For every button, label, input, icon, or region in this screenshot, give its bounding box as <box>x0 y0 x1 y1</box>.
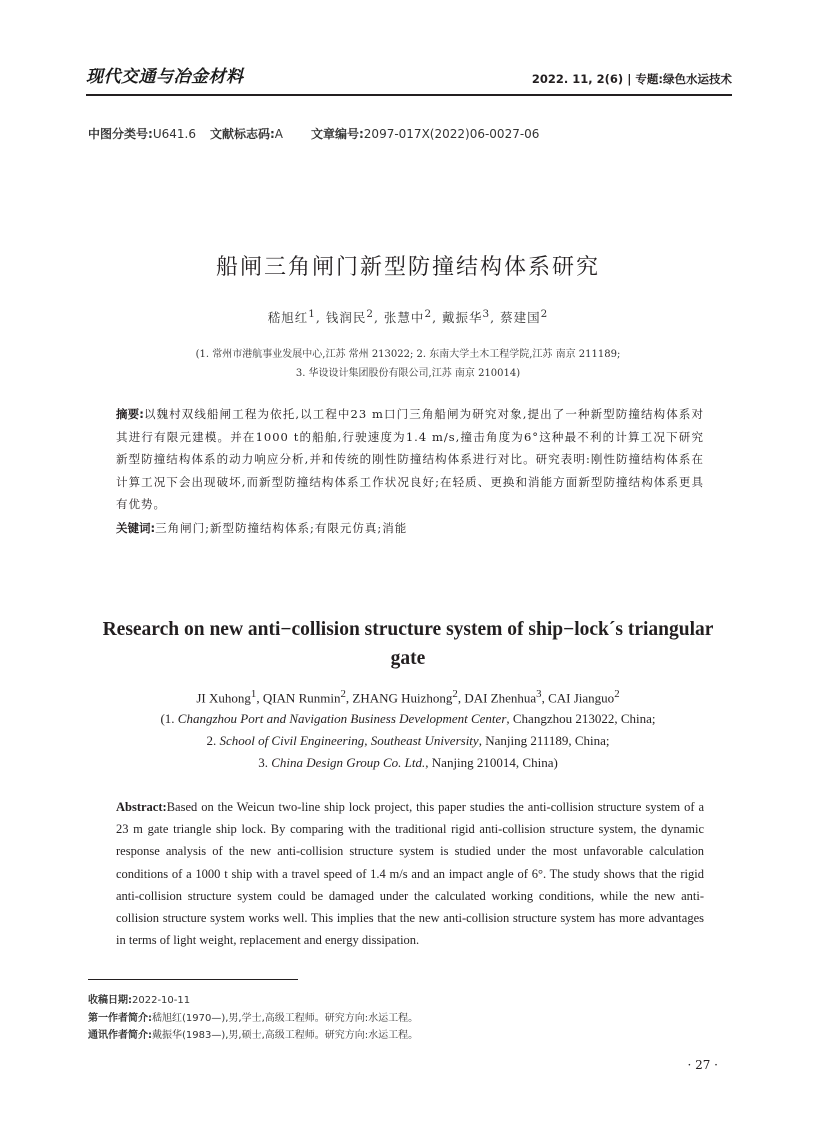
cn-author-2-sup: 2 <box>366 308 374 320</box>
en-author-1-sup: 1 <box>250 688 257 700</box>
cn-author-3-sup: 2 <box>424 308 433 320</box>
en-affiliation-line-3: 3. China Design Group Co. Ltd., Nanjing 210014, China) <box>258 755 558 770</box>
en-aff2-mid: , Southeast University <box>364 733 479 748</box>
en-author-4: DAI Zhenhua <box>464 690 537 706</box>
cn-affiliation-line-2: 3. 华设设计集团股份有限公司,江苏 南京 210014) <box>295 368 521 379</box>
article-no-label: 文章编号: <box>310 127 364 141</box>
clc-value: U641.6 <box>152 127 196 141</box>
doc-code-label: 文献标志码: <box>209 127 275 141</box>
cn-abstract-label: 摘要: <box>116 407 144 421</box>
en-aff2-loc: , Nanjing 211189, China; <box>478 733 610 748</box>
classification-line <box>88 125 539 142</box>
received-label: 收稿日期: <box>88 995 132 1006</box>
first-author-note <box>88 1010 418 1028</box>
cn-author-1: 嵇旭红 <box>267 310 309 326</box>
cn-author-5: 蔡建国 <box>500 310 541 326</box>
en-author-2-sup: 2 <box>340 688 346 700</box>
issue-info: 2022. 11, 2(6) | 专题:绿色水运技术 <box>531 72 732 86</box>
en-author-4-sup: 3 <box>536 688 542 700</box>
footnote-divider <box>88 979 298 980</box>
corr-author-value: 戴振华(1983—),男,硕士,高级工程师。研究方向:水运工程。 <box>152 1030 419 1041</box>
en-aff1-loc: , Changzhou 213022, China; <box>506 711 656 726</box>
cn-affiliation-line-1: (1. 常州市港航事业发展中心,江苏 常州 213022; 2. 东南大学土木工程学院,江苏 南京 211189; <box>195 349 621 360</box>
chinese-abstract <box>116 403 704 516</box>
en-abstract-text: Based on the Weicun two-line ship lock project, this paper studies the anti-collision structure system of a 23 m gate triangle ship lock. By comparing with the traditional rigid anti-collision structure system, the dynamic response analysis of the new anti-collision structure system is studied under the most unfavorable calculation conditions of a 1000 t ship with a travel speed of 1.4 m/s and an impact angle of 6°. The study shows that the rigid anti-collision structure system could be damaged under the calculated working conditions, while the new anti-collision structure system works well. This implies that the new anti-collision structure system has more advantages in terms of light weight, replacement and energy dissipation. <box>116 800 704 948</box>
cn-author-5-sup: 2 <box>540 308 549 320</box>
en-author-2: QIAN Runmin <box>262 690 341 706</box>
corr-author-label: 通讯作者简介: <box>88 1030 152 1041</box>
en-aff1-org: Changzhou Port and Navigation Business Development Center <box>177 711 507 726</box>
english-authors: JI Xuhong$^1$, QIAN Runmin$^2$, ZHANG Huizhong$^2$, DAI Zhenhua$^3$, CAI Jianguo$^2$ <box>196 688 620 706</box>
en-author-3: ZHANG Huizhong <box>352 690 453 706</box>
footnotes <box>88 992 418 1045</box>
en-aff2-org: School of Civil Engineering <box>219 733 365 748</box>
cn-keywords-text: 三角闸门;新型防撞结构体系;有限元仿真;消能 <box>155 521 408 535</box>
en-author-3-sup: 2 <box>452 688 458 700</box>
cn-author-4: 戴振华 <box>442 310 483 326</box>
chinese-authors: 嵇旭红$^1$, 钱润民$^2$, 张慧中$^2$, 戴振华$^3$, 蔡建国$^2$ <box>267 308 549 326</box>
cn-author-1-sup: 1 <box>308 308 316 320</box>
chinese-title: 船闸三角闸门新型防撞结构体系研究 <box>215 255 600 280</box>
en-affiliation-line-1: (1. Changzhou Port and Navigation Business Development Center, Changzhou 213022, China; <box>160 711 656 726</box>
en-author-5: CAI Jianguo <box>548 690 615 706</box>
header-divider <box>86 94 732 96</box>
english-abstract <box>116 796 704 951</box>
chinese-keywords <box>116 520 407 536</box>
cn-author-3: 张慧中 <box>383 310 425 326</box>
en-abstract-label: Abstract: <box>116 800 167 814</box>
corresponding-author-note <box>88 1027 418 1045</box>
doc-code-value: A <box>274 127 283 141</box>
received-date <box>88 992 418 1010</box>
article-no-value: 2097-017X(2022)06-0027-06 <box>363 127 540 141</box>
english-affiliations <box>0 708 816 774</box>
cn-abstract-text: 以魏村双线船闸工程为依托,以工程中23 m口门三角船闸为研究对象,提出了一种新型防撞结构体系对其进行有限元建模。并在1000 t的船舶,行驶速度为1.4 m/s,撞击角度为6°这种最不利的计算工况下研究新型防撞结构体系的动力响应分析,并和传统的刚性防撞结构体系进行对比。研究表明:刚性防撞结构体系在计算工况下会出现破坏,而新型防撞结构体系工作状况良好;在轻质、更换和消能方面新型防撞结构体系更具有优势。 <box>116 407 704 511</box>
cn-author-2: 钱润民 <box>325 310 367 326</box>
first-author-value: 嵇旭红(1970—),男,学士,高级工程师。研究方向:水运工程。 <box>152 1012 419 1024</box>
journal-logo: 现代交通与冶金材料 <box>86 67 244 87</box>
cn-author-4-sup: 3 <box>482 308 491 320</box>
english-title: Research on new anti−collision structure system of ship−lock´s triangular gate <box>102 619 714 669</box>
cn-keywords-label: 关键词: <box>116 521 156 535</box>
page-number: · 27 · <box>687 1058 718 1072</box>
received-value: 2022-10-11 <box>132 995 191 1006</box>
en-aff3-org: China Design Group Co. Ltd. <box>271 755 426 770</box>
en-affiliation-line-2: 2. School of Civil Engineering, Southeast University, Nanjing 211189, China; <box>206 733 610 748</box>
chinese-affiliations <box>0 345 816 383</box>
en-author-5-sup: 2 <box>614 688 620 700</box>
first-author-label: 第一作者简介: <box>88 1012 152 1024</box>
en-author-1: JI Xuhong <box>196 690 251 706</box>
clc-label: 中图分类号: <box>88 127 153 141</box>
en-aff3-loc: , Nanjing 210014, China) <box>425 755 558 770</box>
